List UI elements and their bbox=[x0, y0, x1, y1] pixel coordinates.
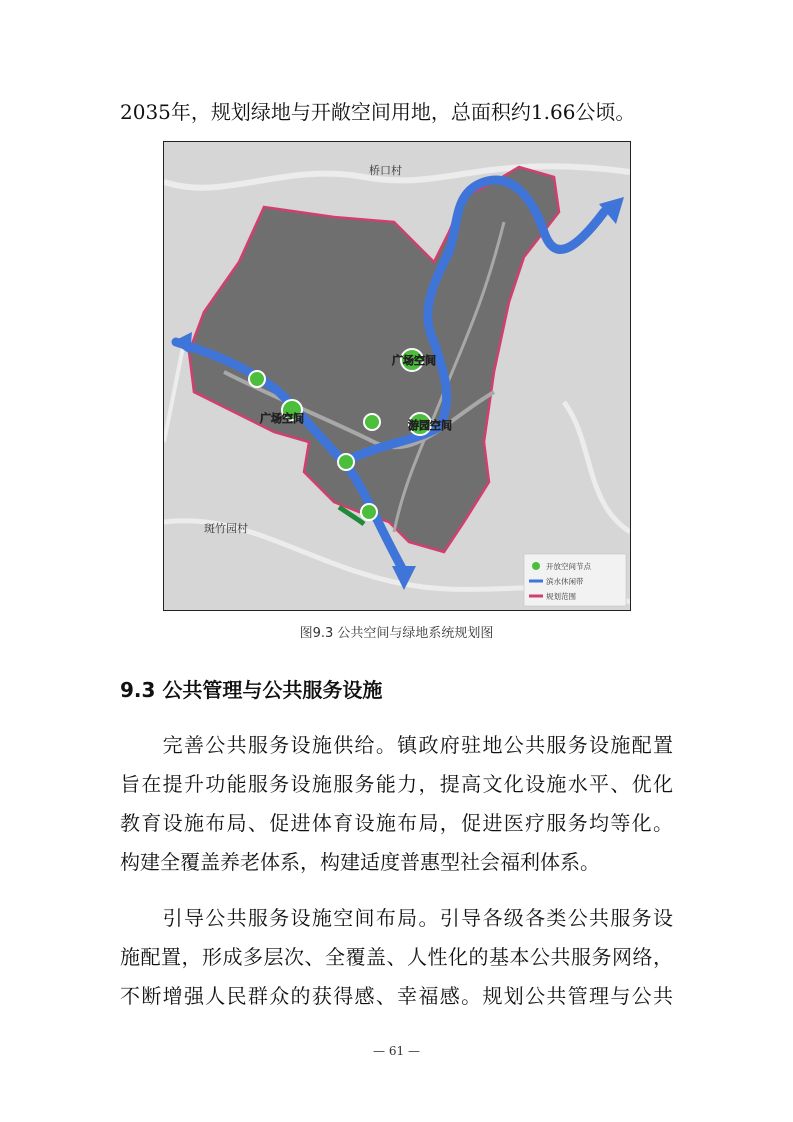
node bbox=[249, 371, 265, 387]
paragraph-line: 构建全覆盖养老体系，构建适度普惠型社会福利体系。 bbox=[120, 850, 600, 874]
paragraph-line: 施配置，形成多层次、全覆盖、人性化的基本公共服务网络， bbox=[120, 945, 673, 969]
planning-map bbox=[163, 141, 631, 611]
label-plaza-1: 广场空间 bbox=[392, 354, 436, 367]
paragraph-line: 不断增强人民群众的获得感、幸福感。规划公共管理与公共 bbox=[120, 984, 673, 1008]
node bbox=[364, 414, 380, 430]
figure-caption: 图9.3 公共空间与绿地系统规划图 bbox=[299, 626, 494, 641]
node bbox=[338, 454, 354, 470]
legend bbox=[524, 554, 626, 606]
label-village-bottom: 斑竹园村 bbox=[204, 522, 248, 535]
label-village-top: 桥口村 bbox=[369, 164, 402, 177]
legend-node: 开放空间节点 bbox=[546, 562, 591, 571]
paragraph-line: 引导公共服务设施空间布局。引导各级各类公共服务设 bbox=[120, 906, 673, 930]
paragraph-line: 旨在提升功能服务设施服务能力，提高文化设施水平、优化 bbox=[120, 772, 673, 796]
section-heading: 9.3 公共管理与公共服务设施 bbox=[120, 678, 383, 702]
legend-boundary: 规划范围 bbox=[546, 592, 576, 601]
page-number: — 61 — bbox=[373, 1044, 420, 1058]
legend-waterfront: 滨水休闲带 bbox=[546, 577, 584, 586]
paragraph-line: 教育设施布局、促进体育设施布局，促进医疗服务均等化。 bbox=[120, 811, 673, 835]
node bbox=[361, 504, 377, 520]
paragraph-line: 完善公共服务设施供给。镇政府驻地公共服务设施配置 bbox=[120, 733, 673, 757]
label-garden: 游园空间 bbox=[408, 419, 452, 432]
label-plaza-2: 广场空间 bbox=[260, 412, 304, 425]
intro-line: 2035年，规划绿地与开敞空间用地，总面积约1.66公顷。 bbox=[120, 100, 636, 124]
